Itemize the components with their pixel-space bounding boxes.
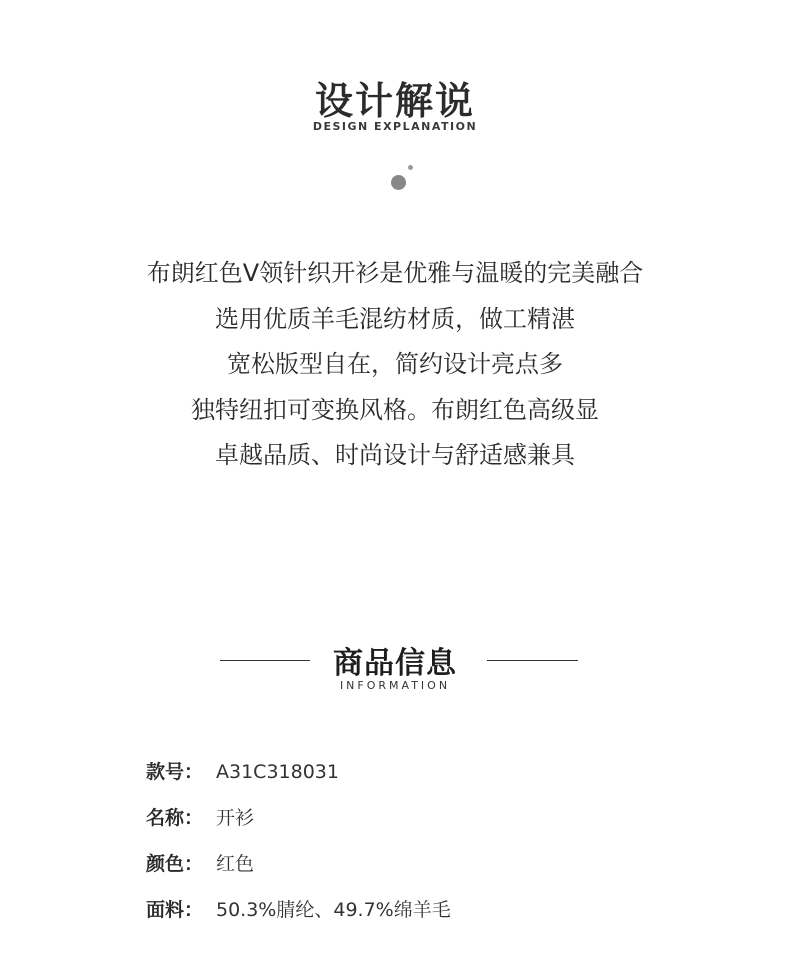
description-line: 宽松版型自在，简约设计亮点多	[227, 350, 563, 378]
description-line: 卓越品质、时尚设计与舒适感兼具	[215, 441, 575, 469]
spec-row-style-number	[146, 758, 451, 804]
spec-value: A31C318031	[216, 761, 339, 783]
spec-value: 50.3%腈纶、49.7%绵羊毛	[216, 899, 451, 921]
design-description	[0, 251, 790, 479]
description-line: 布朗红色V领针织开衫是优雅与温暖的完美融合	[146, 259, 644, 287]
spec-label: 颜色：	[146, 853, 204, 875]
spec-value: 红色	[216, 853, 255, 875]
spec-row-color	[146, 850, 451, 896]
spec-label: 面料：	[146, 899, 204, 921]
spec-label: 名称：	[146, 807, 204, 829]
spec-row-fabric	[146, 896, 451, 942]
spec-row-name	[146, 804, 451, 850]
description-line: 独特纽扣可变换风格。布朗红色高级显	[191, 395, 599, 424]
info-subtitle: INFORMATION	[339, 679, 451, 692]
design-title: 设计解说	[314, 79, 475, 123]
decorative-dot-large	[391, 175, 406, 190]
decorative-dot-small	[408, 165, 413, 170]
spec-value: 开衫	[216, 807, 255, 829]
info-title: 商品信息	[333, 646, 457, 681]
spec-label: 款号：	[146, 761, 204, 783]
info-divider-right	[487, 660, 578, 661]
description-line: 选用优质羊毛混纺材质，做工精湛	[215, 304, 575, 333]
product-spec-list	[146, 758, 451, 942]
design-subtitle: DESIGN EXPLANATION	[312, 120, 478, 133]
